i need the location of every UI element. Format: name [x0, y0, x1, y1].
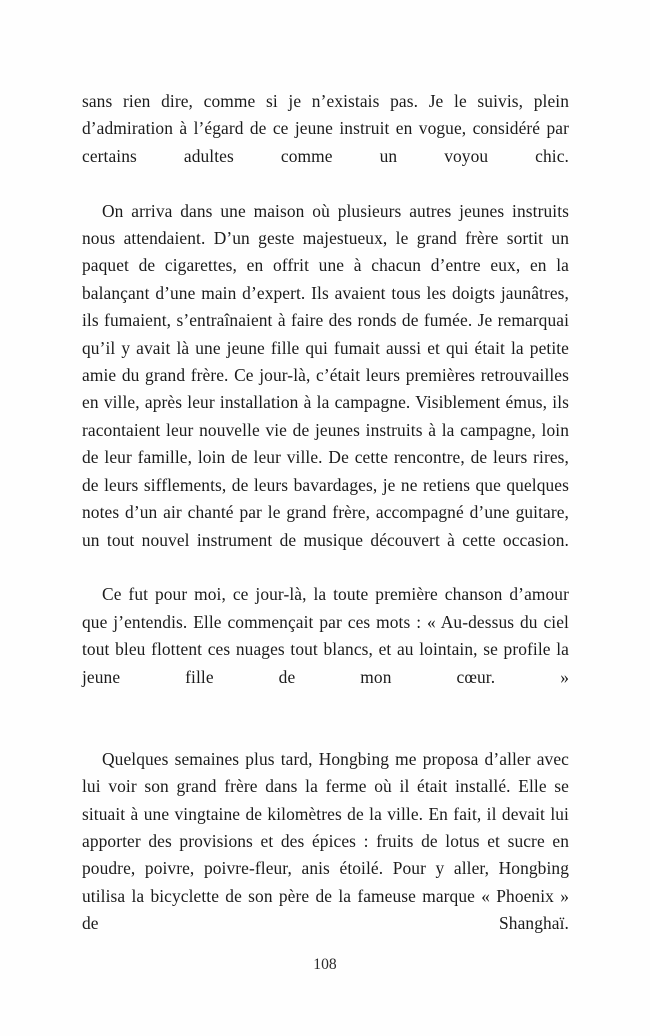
- paragraph: Ce fut pour moi, ce jour-là, la toute première chanson d’amour que j’entendis. Elle commençait par ces mots : « Au-dessus du ciel tout bleu flottent ces nuages tout blancs, et au lointain, se profile la jeune fille de mon cœur. »: [82, 584, 569, 687]
- page-number: 108: [313, 956, 337, 973]
- page-text-block: [82, 88, 569, 965]
- paragraph: sans rien dire, comme si je n’existais pas. Je le suivis, plein d’admiration à l’égard de ce jeune instruit en vogue, considéré par certains adultes comme un voyou chic.: [82, 91, 569, 166]
- paragraph: Quelques semaines plus tard, Hongbing me proposa d’aller avec lui voir son grand frère dans la ferme où il était installé. Elle se situait à une vingtaine de kilomètres de la ville. En fait, il devait lui apporter des provisions et des épices : fruits de lotus et sucre en poudre, poivre, poivre-fleur, anis étoilé. Pour y aller, Hongbing utilisa la bicyclette de son père de la fameuse marque « Phoenix » de Shanghaï.: [82, 748, 569, 934]
- paragraph: On arriva dans une maison où plusieurs autres jeunes instruits nous attendaient. D’un geste majestueux, le grand frère sortit un paquet de cigarettes, en offrit une à chacun d’entre eux, en la balançant d’une main d’expert. Ils avaient tous les doigts jaunâtres, ils fumaient, s’entraînaient à faire des ronds de fumée. Je remarquai qu’il y avait là une jeune fille qui fumait aussi et qui était la petite amie du grand frère. Ce jour-là, c’était leurs premières retrouvailles en ville, après leur installation à la campagne. Visiblement émus, ils racontaient leur nouvelle vie de jeunes instruits à la campagne, loin de leur famille, loin de leur ville. De cette rencontre, de leurs rires, de leurs sifflements, de leurs bavardages, je ne retiens que quelques notes d’un air chanté par le grand frère, accompagné d’une guitare, un tout nouvel instrument de musique découvert à cette occasion.: [82, 200, 569, 550]
